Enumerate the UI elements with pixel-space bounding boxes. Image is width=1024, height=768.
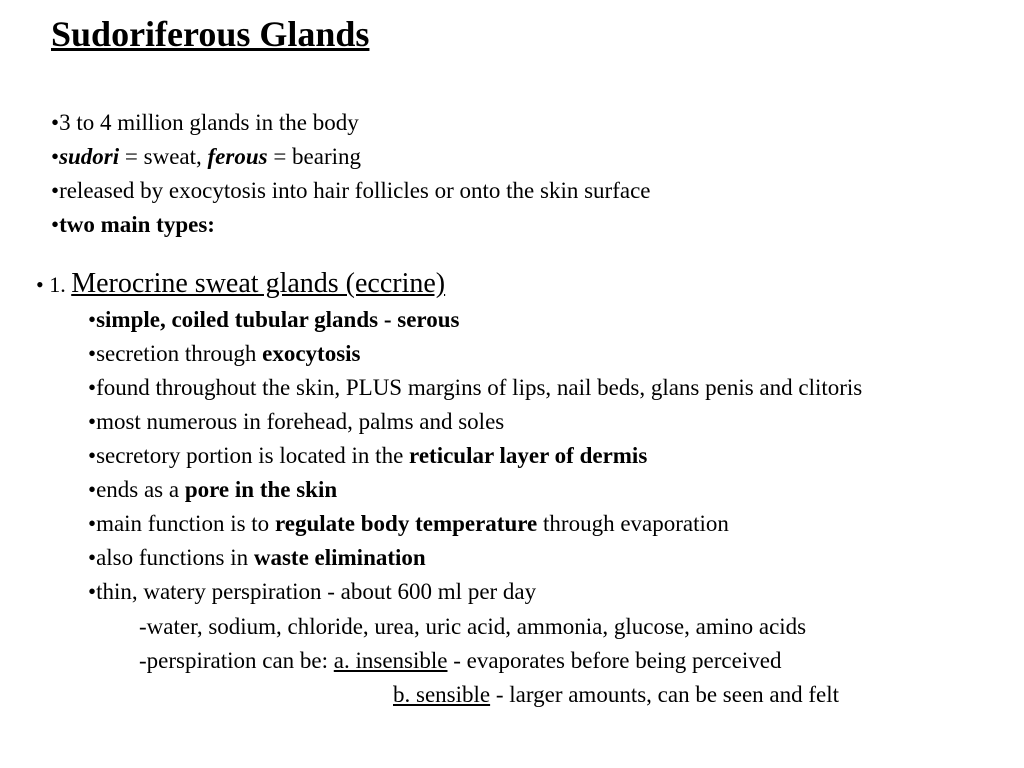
bullet: •: [51, 110, 60, 135]
intro-text-4: two main types:: [59, 212, 215, 237]
merocrine-item-5: [88, 442, 647, 470]
item-text: secretion through: [96, 341, 263, 366]
sub-item-3: [393, 681, 839, 709]
item-text: most numerous in forehead, palms and soles: [96, 409, 505, 434]
section-number: 1.: [49, 272, 72, 297]
sub-text: -perspiration can be:: [139, 648, 334, 673]
bullet: •: [88, 409, 97, 434]
intro-bullet-2: [51, 143, 361, 171]
intro-text-1: 3 to 4 million glands in the body: [59, 110, 359, 135]
def-sweat: = sweat,: [119, 144, 208, 169]
bullet: •: [51, 178, 60, 203]
page-title: Sudoriferous Glands: [51, 14, 370, 54]
term-ferous: ferous: [207, 144, 268, 169]
intro-bullet-3: [51, 177, 651, 205]
bullet: •: [88, 341, 97, 366]
merocrine-item-4: [88, 408, 504, 436]
sensible-label: b. sensible: [393, 682, 491, 707]
merocrine-item-6: [88, 476, 337, 504]
bullet: •: [88, 443, 97, 468]
bullet: •: [88, 511, 97, 536]
bullet: •: [51, 144, 60, 169]
bullet: •: [88, 545, 97, 570]
item-text: also functions in: [96, 545, 254, 570]
item-emphasis: pore in the skin: [184, 477, 338, 502]
merocrine-item-1: [88, 306, 459, 334]
item-text: simple, coiled tubular glands - serous: [96, 307, 460, 332]
term-sudori: sudori: [59, 144, 120, 169]
section-heading: Merocrine sweat glands (eccrine): [71, 268, 446, 299]
intro-bullet-4: [51, 211, 215, 239]
merocrine-item-9: [88, 578, 536, 606]
sub-item-2: [139, 647, 781, 675]
bullet: •: [88, 307, 97, 332]
def-bearing: = bearing: [267, 144, 361, 169]
bullet: •: [88, 477, 97, 502]
sensible-desc: - larger amounts, can be seen and felt: [490, 682, 840, 707]
bullet: •: [88, 375, 97, 400]
item-text: thin, watery perspiration - about 600 ml per day: [96, 579, 537, 604]
item-text: secretory portion is located in the: [96, 443, 410, 468]
item-text: found throughout the skin, PLUS margins of lips, nail beds, glans penis and clitoris: [96, 375, 863, 400]
item-text-end: through evaporation: [537, 511, 729, 536]
bullet: •: [51, 212, 60, 237]
merocrine-item-7: [88, 510, 729, 538]
insensible-desc: - evaporates before being perceived: [447, 648, 782, 673]
merocrine-item-3: [88, 374, 862, 402]
merocrine-item-8: [88, 544, 426, 572]
merocrine-item-2: [88, 340, 361, 368]
item-emphasis: waste elimination: [253, 545, 426, 570]
intro-bullet-1: [51, 109, 359, 137]
item-emphasis: exocytosis: [262, 341, 361, 366]
sub-item-1: -water, sodium, chloride, urea, uric acid, ammonia, glucose, amino acids: [139, 614, 807, 639]
item-emphasis: regulate body temperature: [274, 511, 538, 536]
intro-text-3: released by exocytosis into hair follicles or onto the skin surface: [59, 178, 651, 203]
item-text: main function is to: [96, 511, 275, 536]
bullet: •: [36, 272, 50, 297]
item-emphasis: reticular layer of dermis: [409, 443, 648, 468]
item-text: ends as a: [96, 477, 185, 502]
merocrine-heading-line: [36, 267, 445, 302]
bullet: •: [88, 579, 97, 604]
insensible-label: a. insensible: [333, 648, 448, 673]
